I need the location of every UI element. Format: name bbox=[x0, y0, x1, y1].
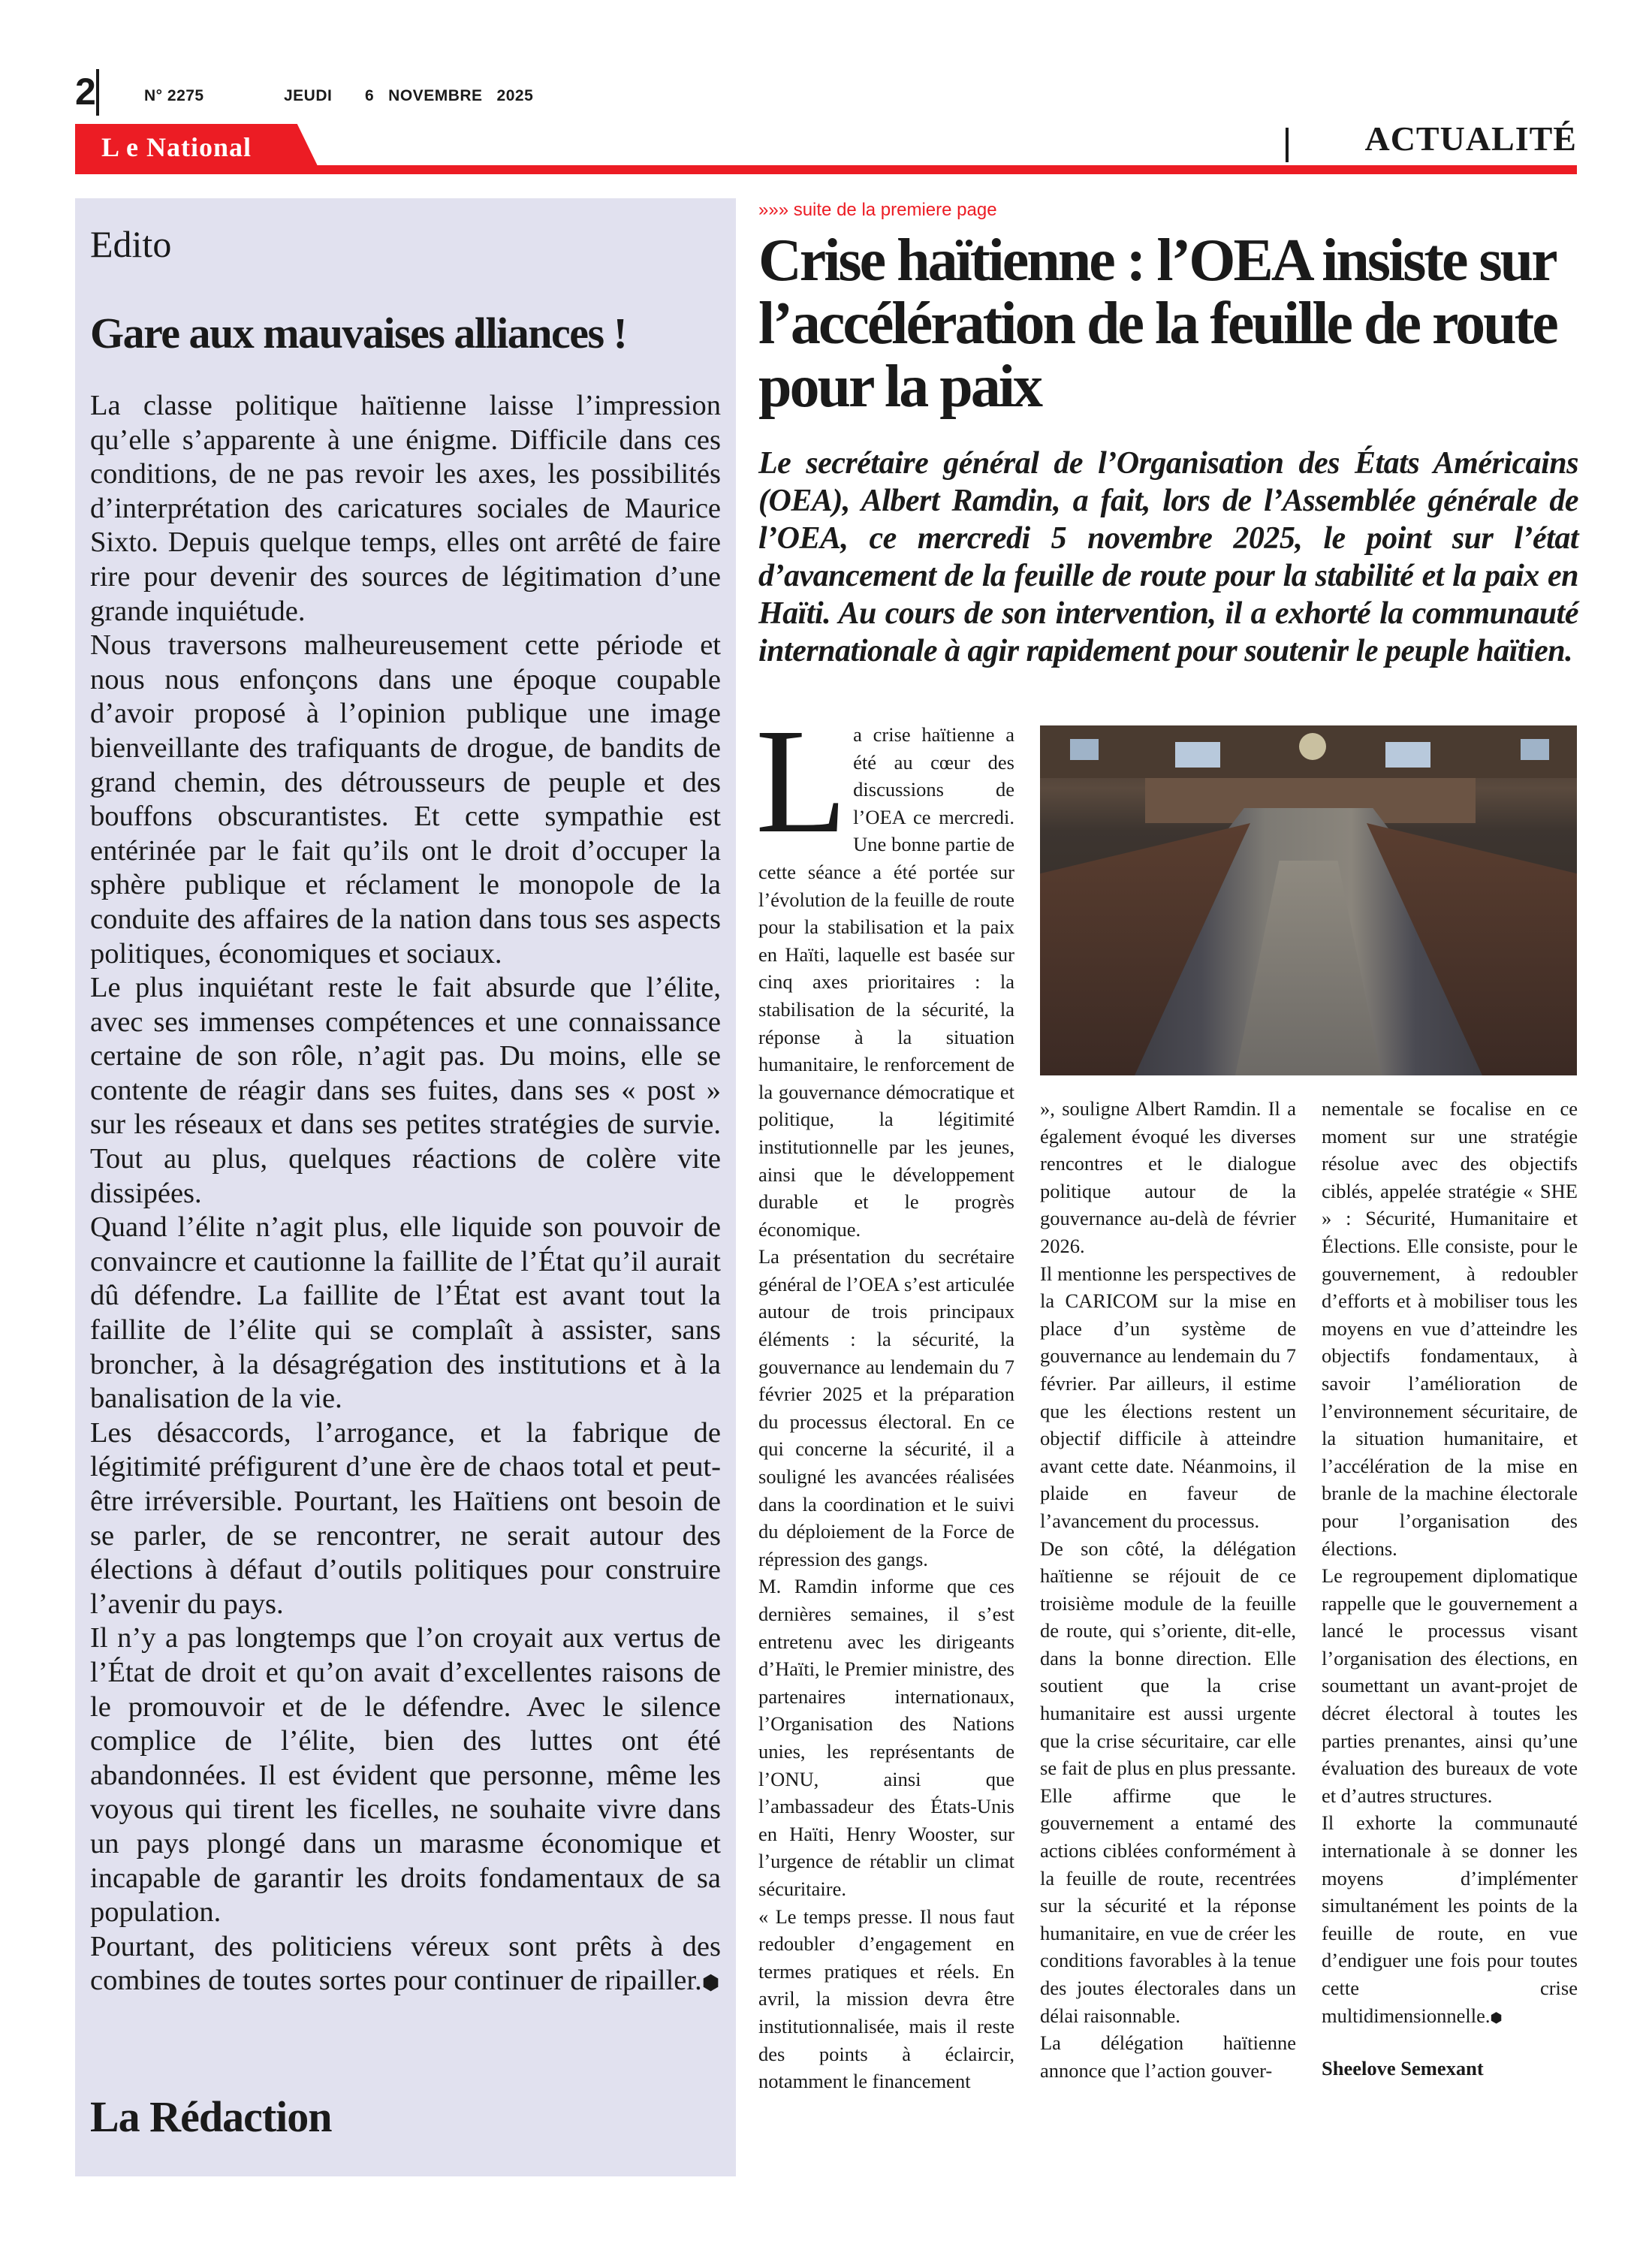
edito-signature: La Rédaction bbox=[90, 2092, 332, 2141]
article-headline: Crise haïtienne : l’OEA insiste sur l’accélération de la feuille de route pour la paix bbox=[758, 228, 1557, 420]
edito-paragraph: La classe politique haïtienne laisse l’impression qu’elle s’apparente à une énigme. Difficile dans ces conditions, de ne pas revoir les axes, les possibilités d’interprétation des caricatures sociales de Maurice Sixto. Depuis quelque temps, elles ont arrêté de faire rire pour devenir des sources de légitimation d’une grande inquiétude. bbox=[90, 390, 721, 627]
article-paragraph: M. Ramdin informe que ces dernières semaines, il s’est entretenu avec les dirigeants d’Haïti, le Premier ministre, des partenaires internationaux, l’Organisation des Nations unies, les représentants de l’ONU, ainsi que l’ambassadeur des États-Unis en Haïti, Henry Wooster, sur l’urgence de rétablir un climat sécuritaire. bbox=[758, 1575, 1014, 1900]
article-paragraph: La délégation haïtienne annonce que l’action gouver- bbox=[1040, 2031, 1296, 2082]
issue-number: N° 2275 bbox=[144, 87, 204, 104]
drop-cap: L bbox=[755, 698, 848, 864]
edito-paragraph: Le plus inquiétant reste le fait absurde que l’élite, avec ses immenses compétences et une connaissance certaine de son rôle, n’agit pas. Du moins, elle se contente de réagir dans ses fuites, dans ses « post » sur les réseaux et dans ses petites stratégies de survie. Tout au plus, quelques réactions de colère vite dissipées. bbox=[90, 972, 721, 1209]
edito-paragraph: Il n’y a pas longtemps que l’on croyait aux vertus de l’État de droit et qu’on avait d’excellentes raisons de le promouvoir et de le défendre. Avec le silence complice de l’élite, bien des luttes ont été abandonnées. Il est évident que personne, même les voyous qui tirent les ficelles, ne souhaite vivre dans un pays plongé dans un marasme économique et incapable de garantir les droits fondamentaux de sa population. bbox=[90, 1622, 721, 1929]
article-column-2 bbox=[1040, 1095, 1296, 2084]
article-paragraph: Le regroupement diplomatique rappelle que le gouvernement a lancé le processus visant l’organisation des élections, en soumettant un avant-projet de décret électoral à toutes les parties prenantes, ainsi qu’une évaluation des bureaux de vote et d’autres structures. bbox=[1322, 1564, 1578, 1807]
article-author: Sheelove Semexant bbox=[1322, 2057, 1484, 2080]
page-number-divider bbox=[96, 69, 99, 116]
issue-day: JEUDI bbox=[284, 87, 333, 104]
end-mark-icon: ⬢ bbox=[1490, 2010, 1503, 2026]
continued-note: »»» suite de la premiere page bbox=[758, 200, 997, 220]
section-divider bbox=[1286, 128, 1289, 162]
article-paragraph: De son côté, la délégation haïtienne se réjouit de ce troisième module de la feuille de route, qui s’oriente, dit-elle, dans la bonne direction. Elle soutient que la crise humanitaire est aussi urgente que la crise sécuritaire, car elle se fait de plus en plus pressante. Elle affirme que le gouvernement a entamé des actions ciblées conformément à la feuille de route, recentrées sur la sécurité et la réponse humanitaire, en vue de créer les conditions favorables à la tenue des joutes électorales dans un délai raisonnable. bbox=[1040, 1537, 1296, 2027]
edito-title: Gare aux mauvaises alliances ! bbox=[90, 309, 627, 357]
article-paragraph: « Le temps presse. Il nous faut redoubler d’engagement en termes pratiques et réels. En avril, la mission devra être institutionnalisée, mais il reste des points à éclaircir, notamment le financement bbox=[758, 1905, 1014, 2093]
article-deck: Le secrétaire général de l’Organisation des États Américains (OEA), Albert Ramdin, a fait, lors de l’Assemblée générale de l’OEA, ce mercredi 5 novembre 2025, le point sur l’état d’avancement de la feuille de route pour la stabilité et la paix en Haïti. Au cours de son intervention, il a exhorté la communauté internationale à agir rapidement pour soutenir le peuple haïtien. bbox=[758, 446, 1578, 668]
assembly-photo bbox=[1040, 725, 1577, 1075]
end-mark-icon: ⬢ bbox=[701, 1971, 720, 1995]
article-column-1 bbox=[755, 698, 1014, 2095]
page-number: 2 bbox=[75, 71, 96, 113]
article-paragraph: La présentation du secrétaire général de l’OEA s’est articulée autour de trois principaux éléments : la sécurité, la gouvernance au lendemain du 7 février 2025 et la préparation du processus électoral. En ce qui concerne la sécurité, il a souligné les avancées réalisées dans la coordination et le suivi du déploiement de la Force de répression des gangs. bbox=[758, 1245, 1014, 1570]
issue-date: 6 NOVEMBRE 2025 bbox=[365, 87, 534, 104]
newspaper-logo: L e National bbox=[101, 132, 252, 162]
article-paragraph-text: Il exhorte la communauté internationale à se donner les moyens d’implémenter simultanément les points de la feuille de route, en vue d’endiguer une fois pour toutes cette crise multidimensionnelle. bbox=[1322, 1811, 1578, 2027]
edito-paragraph: Les désaccords, l’arrogance, et la fabrique de légitimité préfigurent d’une ère de chaos total et peut-être irréversible. Pourtant, les Haïtiens ont besoin de se parler, de se rencontrer, ne serait autour des élections à défaut d’outils politiques pour construire l’avenir du pays. bbox=[90, 1416, 721, 1620]
article-paragraph-text: a crise haïtienne a été au cœur des discussions de l’OEA ce mercredi. Une bonne partie de cette séance a été portée sur l’évolution de la feuille de route pour la stabilisation et la paix en Haïti, laquelle est basée sur cinq axes prioritaires : la stabilisation de la sécurité, la réponse à la situation humanitaire, le renforcement de la gouvernance démocratique et politique, la légitimité institutionnelle par les jeunes, ainsi que le développement durable et le progrès économique. bbox=[758, 723, 1014, 1241]
article-paragraph: », souligne Albert Ramdin. Il a également évoqué les diverses rencontres et le dialogue politique autour de la gouvernance au-delà de février 2026. bbox=[1040, 1097, 1296, 1257]
header-rule bbox=[75, 165, 1577, 174]
edito-paragraph-text: Pourtant, des politiciens véreux sont prêts à des combines de toutes sortes pour continuer de ripailler. bbox=[90, 1930, 721, 1997]
edito-body bbox=[90, 389, 721, 2001]
edito-paragraph: Quand l’élite n’agit plus, elle liquide son pouvoir de convaincre et cautionne la faillite de l’État qu’il aurait dû défendre. La faillite de l’État est avant tout la faillite de l’élite qui se complaît à assister, sans broncher, à la désagrégation des institutions et à la banalisation de la vie. bbox=[90, 1211, 721, 1415]
article-paragraph-last bbox=[1322, 1809, 1578, 2032]
edito-paragraph: Nous traversons malheureusement cette période et nous nous enfonçons dans une époque coupable d’avoir proposé à l’opinion publique une image bienveillante des trafiquants de drogue, de bandits de grand chemin, des détrousseurs de peuple et des bouffons obscurantistes. Et cette sympathie est entérinée par le fait qu’ils ont le droit d’occuper la sphère publique et réclament le monopole de la conduite des affaires de la nation dans tous ses aspects politiques, économiques et sociaux. bbox=[90, 629, 721, 970]
article-paragraph bbox=[755, 698, 1014, 1243]
edito-label: Edito bbox=[90, 223, 172, 265]
edito-paragraph-last bbox=[90, 1930, 721, 2001]
article-paragraph: nementale se focalise en ce moment sur une stratégie résolue avec des objectifs ciblés, appelée stratégie « SHE » : Sécurité, Humanitaire et Élections. Elle consiste, pour le gouvernement, à redoubler d’efforts et à mobiliser tous les moyens en vue d’atteindre les objectifs fondamentaux, à savoir l’amélioration de l’environnement sécuritaire, de la situation humanitaire, et l’accélération de la mise en branle de la machine électorale pour l’organisation des élections. bbox=[1322, 1097, 1578, 1560]
article-column-3 bbox=[1322, 1095, 1578, 2083]
article-paragraph: Il mentionne les perspectives de la CARICOM sur la mise en place d’un système de gouvernance au lendemain du 7 février. Par ailleurs, il estime que les élections restent un objectif difficile à atteindre avant cette date. Néanmoins, il plaide en faveur de l’avancement du processus. bbox=[1040, 1262, 1296, 1532]
section-title: ACTUALITÉ bbox=[1364, 119, 1577, 158]
